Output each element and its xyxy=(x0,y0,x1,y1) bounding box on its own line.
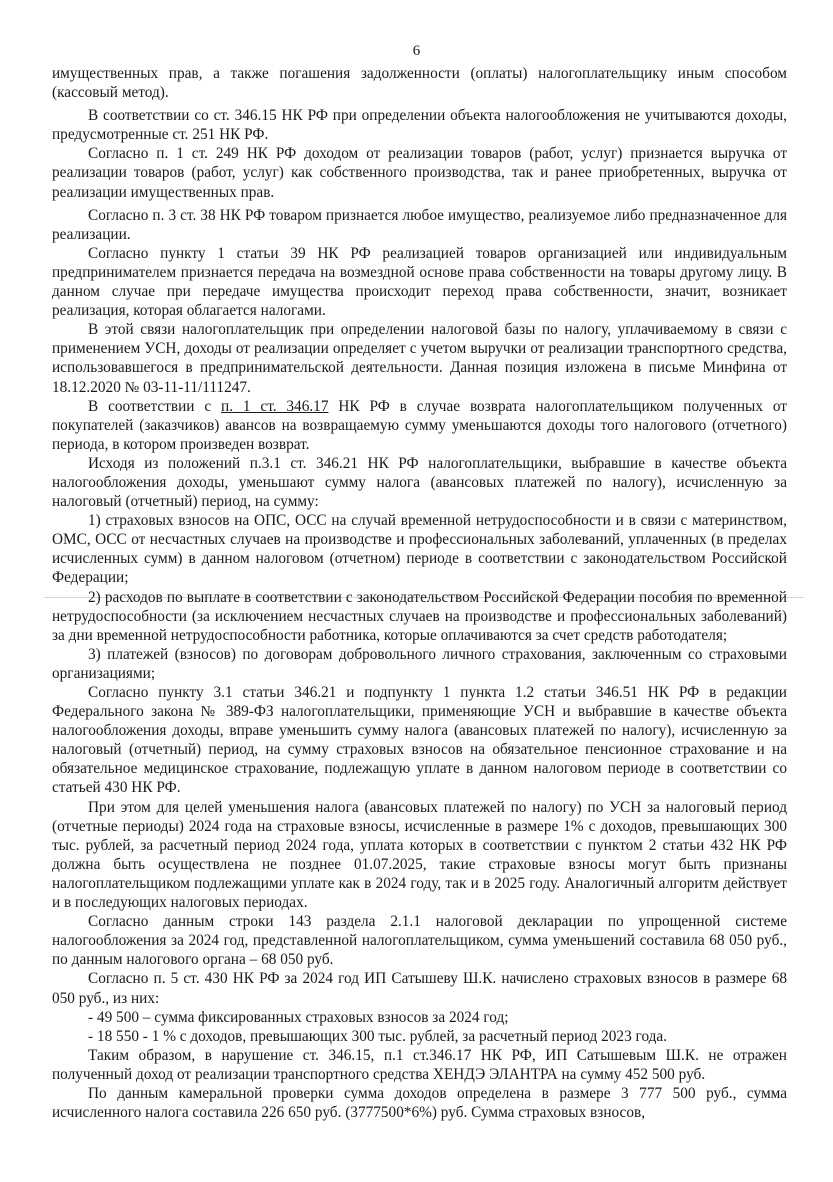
paragraph-39: Согласно пункту 1 статьи 39 НК РФ реализацией товаров организацией или индивидуальным предпринимателем признается передача на возмездной основе права собственности на товары другому лицу. В данном случае при передаче имущества происходит переход права собственности, значит, возникает реализация, которая облагается налогами. xyxy=(52,244,787,320)
paragraph-audit-result: По данным камеральной проверки сумма доходов определена в размере 3 777 500 руб., сумма исчисленного налога составила 226 650 руб. (3777500*6%) руб. Сумма страховых взносов, xyxy=(52,1084,787,1122)
list-item-fixed-contributions: - 49 500 – сумма фиксированных страховых взносов за 2024 год; xyxy=(88,1008,509,1026)
paragraph-346-15: В соответствии со ст. 346.15 НК РФ при определении объекта налогообложения не учитываются доходы, предусмотренные ст. 251 НК РФ. xyxy=(52,107,787,144)
paragraph-430-charged: Согласно п. 5 ст. 430 НК РФ за 2024 год ИП Сатышеву Ш.К. начислено страховых взносов в размере 68 050 руб., из них: xyxy=(52,970,787,1007)
paragraph-kassovy-method: имущественных прав, а также погашения задолженности (оплаты) налогоплательщику иным способом (кассовый метод). xyxy=(52,65,787,102)
list-item-2: 2) расходов по выплате в соответствии с законодательством Российской Федерации пособия по временной нетрудоспособности (за исключением несчастных случаев на производстве и профессиональных заболеваний) за дни временной нетрудоспособности работника, которые оплачиваются за счет средств работодателя; xyxy=(52,588,787,644)
law-reference-link[interactable]: п. 1 ст. 346.17 xyxy=(221,397,329,415)
paragraph-346-21: Исходя из положений п.3.1 ст. 346.21 НК РФ налогоплательщики, выбравшие в качестве объекта налогообложения доходы, уменьшают сумму налога (авансовых платежей по налогу), исчисленную за налоговый (отчетный) период, на сумму: xyxy=(52,454,787,511)
paragraph-2024-contributions: При этом для целей уменьшения налога (авансовых платежей по налогу) по УСН за налоговый период (отчетные периоды) 2024 года на страховые взносы, исчисленные в размере 1% с доходов, превышающих 300 тыс. рублей, за расчетный период 2024 года, уплата которых в соответствии с пунктом 2 статьи 432 НК РФ должна быть осуществлена не позднее 01.07.2025, такие страховые взносы могут быть признаны налогоплательщиком подлежащими уплате как в 2024 году, так и в 2025 году. Аналогичный алгоритм действует и в последующих налоговых периодах. xyxy=(52,798,787,912)
paragraph-declaration-143: Согласно данным строки 143 раздела 2.1.1 налоговой декларации по упрощенной системе налогообложения за 2024 год, представленной налогоплательщиком, сумма уменьшений составила 68 050 руб., по данным налогового органа – 68 050 руб. xyxy=(52,913,787,969)
paragraph-violation: Таким образом, в нарушение ст. 346.15, п.1 ст.346.17 НК РФ, ИП Сатышевым Ш.К. не отражен полученный доход от реализации транспортного средства ХЕНДЭ ЭЛАНТРА на сумму 452 500 руб. xyxy=(52,1046,787,1083)
list-item-3: 3) платежей (взносов) по договорам добровольного личного страхования, заключенным со страховыми организациями; xyxy=(52,645,787,682)
list-item-1: 1) страховых взносов на ОПС, ОСС на случай временной нетрудоспособности и в связи с материнством, ОМС, ОСС от несчастных случаев на производстве и профессиональных заболеваний, уплаченных (в пределах исчисленных сумм) в данном налоговом (отчетном) периоде в соответствии с законодательством Российской Федерации; xyxy=(52,512,787,587)
paragraph-38: Согласно п. 3 ст. 38 НК РФ товаром признается любое имущество, реализуемое либо предназначенное для реализации. xyxy=(52,206,787,243)
paragraph-249: Согласно п. 1 ст. 249 НК РФ доходом от реализации товаров (работ, услуг) признается выручка от реализации товаров (работ, услуг) как собственного производства, так и ранее приобретенных, выручка от реализации имущественных прав. xyxy=(52,145,787,201)
page-number: 6 xyxy=(412,43,421,59)
paragraph-346-17 xyxy=(52,397,787,454)
paragraph-346-17-post: НК РФ в случае возврата налогоплательщиком полученных от покупателей (заказчиков) авансов на возвращаемую сумму уменьшаются доходы того налогового (отчетного) периода, в котором произведен возврат. xyxy=(52,397,787,453)
document-body xyxy=(52,64,787,1122)
paragraph-389-fz: Согласно пункту 3.1 статьи 346.21 и подпункту 1 пункта 1.2 статьи 346.51 НК РФ в редакции Федерального закона № 389-ФЗ налогоплательщики, применяющие УСН и выбравшие в качестве объекта налогообложения доходы, вправе уменьшить сумму налога (авансовых платежей по налогу), исчисленную за налоговый (отчетный) период, на сумму страховых взносов на обязательное пенсионное страхование и на обязательное медицинское страхование, подлежащую уплате в данном налоговом периоде в соответствии со статьей 430 НК РФ. xyxy=(52,684,787,797)
paragraph-usn-base: В этой связи налогоплательщик при определении налоговой базы по налогу, уплачиваемому в связи с применением УСН, доходы от реализации определяет с учетом выручки от реализации транспортного средства, использовавшегося в предпринимательской деятельности. Данная позиция изложена в письме Минфина от 18.12.2020 № 03-11-11/111247. xyxy=(52,321,787,396)
list-item-one-percent: - 18 550 - 1 % с доходов, превышающих 300 тыс. рублей, за расчетный период 2023 года. xyxy=(88,1027,668,1045)
paragraph-346-17-pre: В соответствии с xyxy=(88,397,222,415)
